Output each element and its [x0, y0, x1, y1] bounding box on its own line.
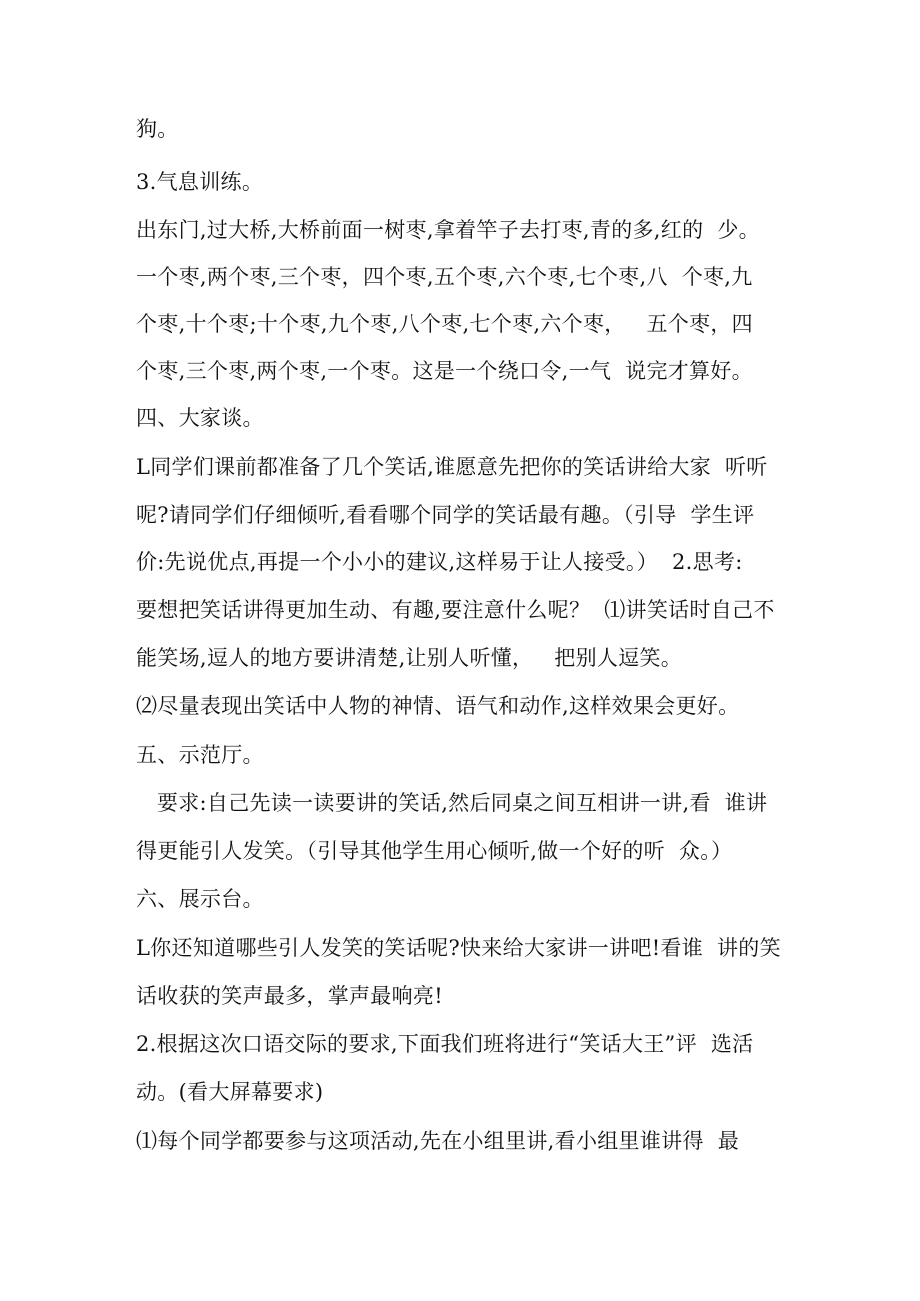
section-heading: 六、展示台。 [136, 887, 264, 911]
section-heading: 四、大家谈。 [136, 406, 264, 430]
text-line: 要求:自己先读一读要讲的笑话,然后同桌之间互相讲一讲,看 谁讲 [136, 791, 768, 815]
text-line: 个枣,三个枣,两个枣,一个枣。这是一个绕口令,一气 说完才算好。 [136, 359, 753, 383]
section-heading: 五、示范厅。 [136, 743, 264, 767]
text-line: 个枣,十个枣;十个枣,九个枣,八个枣,七个枣,六个枣， 五个枣，四 [136, 312, 753, 336]
text-line: 出东门,过大桥,大桥前面一树枣,拿着竿子去打枣,青的多,红的 少。 [136, 218, 760, 242]
text-line: 3.气息训练。 [136, 170, 264, 194]
text-line: 动。(看大屏幕要求) [136, 1080, 324, 1104]
text-line: ⑴每个同学都要参与这项活动,先在小组里讲,看小组里谁讲得 最 [136, 1129, 739, 1153]
text-line: 话收获的笑声最多，掌声最响亮! [136, 984, 443, 1008]
text-line: 狗。 [136, 117, 179, 141]
text-line: 要想把笑话讲得更加生动、有趣,要注意什么呢？ ⑴讲笑话时自己不 [136, 598, 775, 622]
text-line: 一个枣,两个枣,三个枣，四个枣,五个枣,六个枣,七个枣,八 个枣,九 [136, 265, 753, 289]
text-line: L同学们课前都准备了几个笑话,谁愿意先把你的笑话讲给大家 听听 [136, 455, 768, 479]
text-line: 2.根据这次口语交际的要求,下面我们班将进行“笑话大王”评 选活 [136, 1032, 754, 1056]
text-line: 得更能引人发笑。（引导其他学生用心倾听,做一个好的听 众。） [136, 839, 733, 863]
text-line: L你还知道哪些引人发笑的笑话呢?快来给大家讲一讲吧!看谁 讲的笑 [136, 936, 781, 960]
text-line: 呢?请同学们仔细倾听,看看哪个同学的笑话最有趣。（引导 学生评 [136, 503, 755, 527]
text-line: 价:先说优点,再提一个小小的建议,这样易于让人接受。） 2.思考: [136, 550, 743, 574]
text-line: ⑵尽量表现出笑话中人物的神情、语气和动作,这样效果会更好。 [136, 694, 740, 718]
text-line: 能笑场,逗人的地方要讲清楚,让别人听懂， 把别人逗笑。 [136, 646, 683, 670]
